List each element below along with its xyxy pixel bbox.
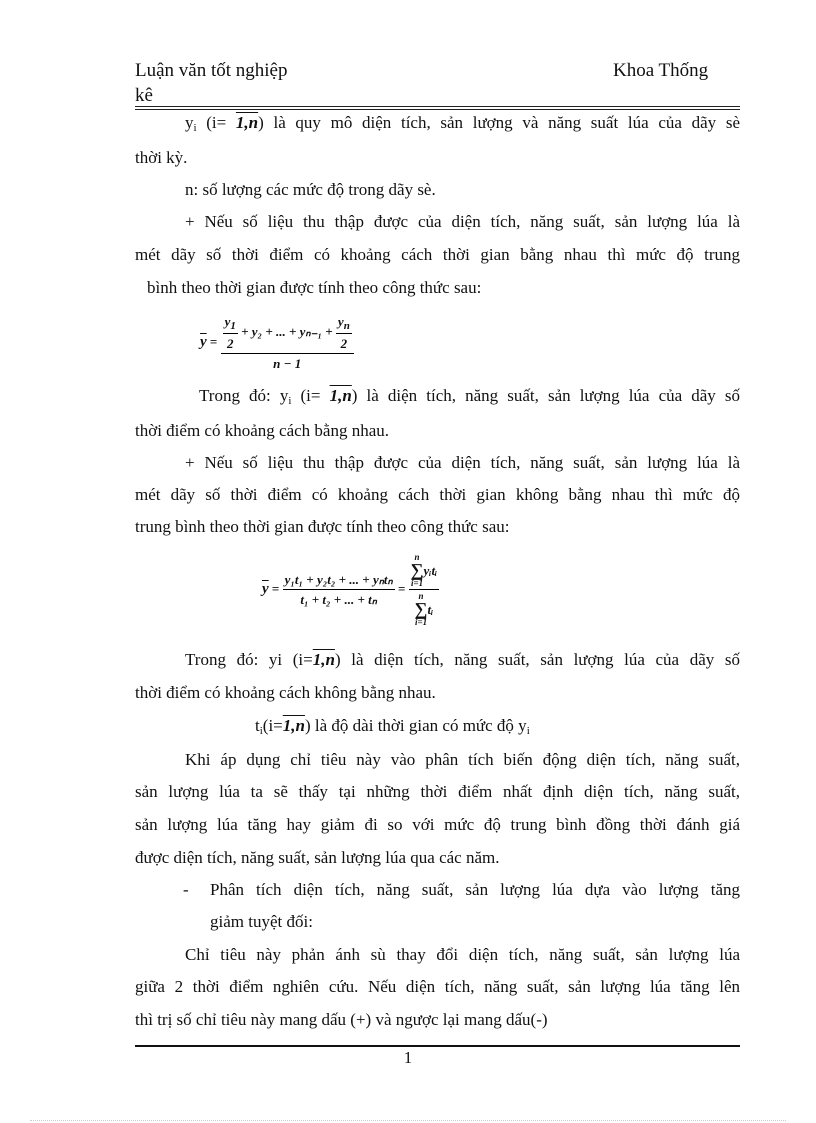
para-6-line1: Trong đó: yi (i=1,n) là diện tích, năng suất, sản lượng lúa của dãy số xyxy=(185,650,740,669)
header-title-line2: kê xyxy=(135,85,153,106)
para-5-line3: trung bình theo thời gian được tính theo công thức sau: xyxy=(135,517,510,536)
page-number: 1 xyxy=(403,1048,413,1067)
header-rule-top xyxy=(135,106,740,107)
formula-1-denominator: n − 1 xyxy=(273,356,302,371)
bullet-dash: - xyxy=(183,880,189,899)
formula-1-lhs: $\overline{y}$ xyxy=(200,333,207,350)
bullet-line1: Phân tích diện tích, năng suất, sản lượng lúa dựa vào lượng tăng xyxy=(210,880,740,899)
formula-2 xyxy=(262,553,439,627)
para-4-line1: Trong đó: $y_i$ (i= 1,n) là diện tích, năng suất, sản lượng lúa của dãy số xyxy=(199,386,740,407)
para-3-line1: + Nếu số liệu thu thập được của diện tích, năng suất, sản lượng lúa là xyxy=(185,212,740,231)
formula-2-numerator: y₁t₁ + y₂t₂ + ... + yₙtₙ xyxy=(283,572,395,590)
para-8-line3: sản lượng lúa tăng hay giảm đi so với mức độ trung bình đồng thời đánh giá xyxy=(135,815,740,834)
para-4-line2: thời điểm có khoảng cách bằng nhau. xyxy=(135,421,389,440)
para-3-line2: mét dãy số thời điểm có khoảng cách thời gian bằng nhau thì mức độ trung xyxy=(135,245,740,264)
header-rule-bottom xyxy=(135,109,740,110)
para-3-line3: bình theo thời gian được tính theo công thức sau: xyxy=(147,278,482,297)
para-2: n: số lượng các mức độ trong dãy sè. xyxy=(185,180,436,199)
para-8-line4: được diện tích, năng suất, sản lượng lúa qua các năm. xyxy=(135,848,500,867)
formula-2-equals2: = xyxy=(397,580,406,596)
formula-2-denominator: t₁ + t₂ + ... + tₙ xyxy=(300,592,377,607)
formula-1 xyxy=(200,314,354,372)
para-9-line2: giữa 2 thời điểm nghiên cứu. Nếu diện tích, năng suất, sản lượng lúa tăng lên xyxy=(135,977,740,996)
para-8-line1: Khi áp dụng chỉ tiêu này vào phân tích biến động diện tích, năng suất, xyxy=(185,750,740,769)
header-department: Khoa Thống xyxy=(613,60,709,81)
header-title-line1: Luận văn tốt nghiệp xyxy=(135,60,288,81)
formula-2-sum-ratio xyxy=(409,553,440,627)
formula-2-sum-denominator: n ∑ i=1 tᵢ xyxy=(414,591,434,627)
formula-1-equals: = xyxy=(209,333,218,349)
para-7: $t_i(i=1,n)$ là độ dài thời gian có mức độ $y_i$ xyxy=(255,716,530,737)
para-5-line1: + Nếu số liệu thu thập được của diện tích, năng suất, sản lượng lúa là xyxy=(185,453,740,472)
page-edge-dotted xyxy=(30,1120,786,1121)
formula-2-sum-numerator: n ∑ i=1 yᵢtᵢ xyxy=(410,552,438,588)
formula-1-numerator: $\frac{y_1}{2}$ + y₂ + ... + yₙ₋₁ + $\frac{y_n}{2}$ xyxy=(221,314,354,354)
para-6-line2: thời điểm có khoảng cách không bằng nhau. xyxy=(135,683,436,702)
formula-1-fraction xyxy=(221,314,354,372)
para-1-line1: $y_i$ (i= 1,n) là quy mô diện tích, sản lượng và năng suất lúa của dãy sè xyxy=(185,113,740,134)
para-9-line3: thì trị số chỉ tiêu này mang dấu (+) và ngược lại mang dấu(-) xyxy=(135,1010,548,1029)
para-9-line1: Chỉ tiêu này phản ánh sù thay đổi diện tích, năng suất, sản lượng lúa xyxy=(185,945,740,964)
para-8-line2: sản lượng lúa ta sẽ thấy tại những thời điểm nhất định diện tích, năng suất, xyxy=(135,782,740,801)
formula-2-lhs: $\overline{y}$ xyxy=(262,580,269,597)
para-5-line2: mét dãy số thời điểm có khoảng cách thời gian không bằng nhau thì mức độ xyxy=(135,485,740,504)
bullet-line2: giảm tuyệt đối: xyxy=(210,912,313,931)
formula-2-fraction xyxy=(283,572,395,608)
header-title xyxy=(135,58,288,108)
para-1-line2: thời kỳ. xyxy=(135,148,188,167)
formula-2-equals: = xyxy=(271,580,280,596)
footer-rule xyxy=(135,1045,740,1047)
